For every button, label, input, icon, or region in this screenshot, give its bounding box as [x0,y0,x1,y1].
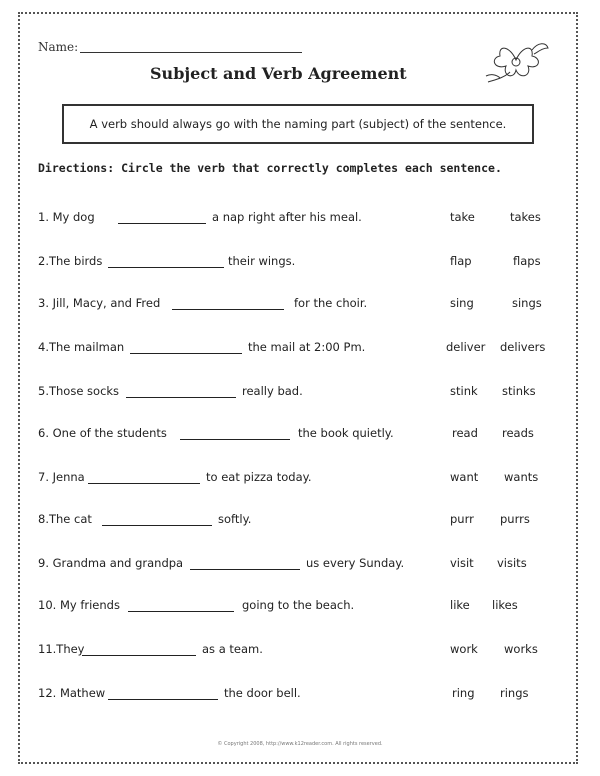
sentence-row [0,384,600,404]
verb-option-b[interactable]: flaps [513,254,541,268]
verb-option-b[interactable]: takes [510,210,541,224]
sentence-subject: 12. Mathew [38,686,106,700]
verb-option-a[interactable]: ring [452,686,475,700]
sentence-subject: 4.The mailman [38,340,125,354]
flower-icon [480,36,552,86]
verb-option-b[interactable]: sings [512,296,542,310]
answer-blank[interactable] [88,483,200,484]
verb-option-a[interactable]: stink [450,384,478,398]
sentence-subject: 7. Jenna [38,470,85,484]
sentence-subject: 9. Grandma and grandpa [38,556,184,570]
sentence-predicate: going to the beach. [242,598,355,612]
sentence-row [0,426,600,446]
answer-blank[interactable] [190,569,300,570]
sentence-predicate: as a team. [202,642,263,656]
answer-blank[interactable] [128,611,234,612]
sentence-subject: 6. One of the students [38,426,167,440]
name-input-line[interactable] [80,52,302,53]
verb-option-b[interactable]: stinks [502,384,536,398]
verb-option-a[interactable]: read [452,426,478,440]
worksheet-title: Subject and Verb Agreement [150,64,407,83]
sentence-row [0,254,600,274]
sentence-predicate: the mail at 2:00 Pm. [248,340,366,354]
sentence-predicate: their wings. [228,254,296,268]
sentence-row [0,512,600,532]
sentence-row [0,210,600,230]
sentence-predicate: for the choir. [294,296,368,310]
verb-option-a[interactable]: flap [450,254,472,268]
sentence-row [0,340,600,360]
answer-blank[interactable] [102,525,212,526]
answer-blank[interactable] [82,655,196,656]
verb-option-b[interactable]: purrs [500,512,530,526]
verb-option-b[interactable]: visits [497,556,527,570]
sentence-subject: 5.Those socks [38,384,120,398]
verb-option-b[interactable]: rings [500,686,529,700]
sentence-row [0,686,600,706]
verb-option-a[interactable]: purr [450,512,474,526]
verb-option-b[interactable]: likes [492,598,518,612]
verb-option-b[interactable]: wants [504,470,539,484]
verb-option-a[interactable]: visit [450,556,474,570]
answer-blank[interactable] [126,397,236,398]
verb-option-a[interactable]: sing [450,296,474,310]
answer-blank[interactable] [180,439,290,440]
sentence-subject: 1. My dog [38,210,95,224]
answer-blank[interactable] [172,309,284,310]
verb-option-a[interactable]: take [450,210,475,224]
verb-option-a[interactable]: work [450,642,478,656]
sentence-row [0,598,600,618]
sentence-row [0,642,600,662]
rule-box [62,104,534,144]
sentence-predicate: the book quietly. [298,426,394,440]
directions: Directions: Circle the verb that correctly completes each sentence. [38,161,502,175]
sentence-row [0,556,600,576]
verb-option-b[interactable]: works [504,642,538,656]
sentence-predicate: softly. [218,512,252,526]
sentence-predicate: the door bell. [224,686,301,700]
answer-blank[interactable] [108,267,224,268]
copyright-footer: © Copyright 2008, http://www.k12reader.com. All rights reserved. [217,741,383,747]
sentence-subject: 10. My friends [38,598,120,612]
sentence-row [0,296,600,316]
verb-option-a[interactable]: like [450,598,470,612]
name-label: Name: [38,40,79,54]
sentence-predicate: really bad. [242,384,303,398]
rule-text: A verb should always go with the naming part (subject) of the sentence. [89,117,507,131]
verb-option-a[interactable]: deliver [446,340,486,354]
sentence-predicate: to eat pizza today. [206,470,312,484]
verb-option-a[interactable]: want [450,470,479,484]
sentence-subject: 8.The cat [38,512,92,526]
answer-blank[interactable] [118,223,206,224]
sentence-subject: 3. Jill, Macy, and Fred [38,296,161,310]
sentence-row [0,470,600,490]
sentence-predicate: us every Sunday. [306,556,405,570]
sentence-predicate: a nap right after his meal. [212,210,362,224]
verb-option-b[interactable]: delivers [500,340,546,354]
answer-blank[interactable] [130,353,242,354]
answer-blank[interactable] [108,699,218,700]
sentence-subject: 2.The birds [38,254,103,268]
sentence-subject: 11.They [38,642,85,656]
verb-option-b[interactable]: reads [502,426,534,440]
